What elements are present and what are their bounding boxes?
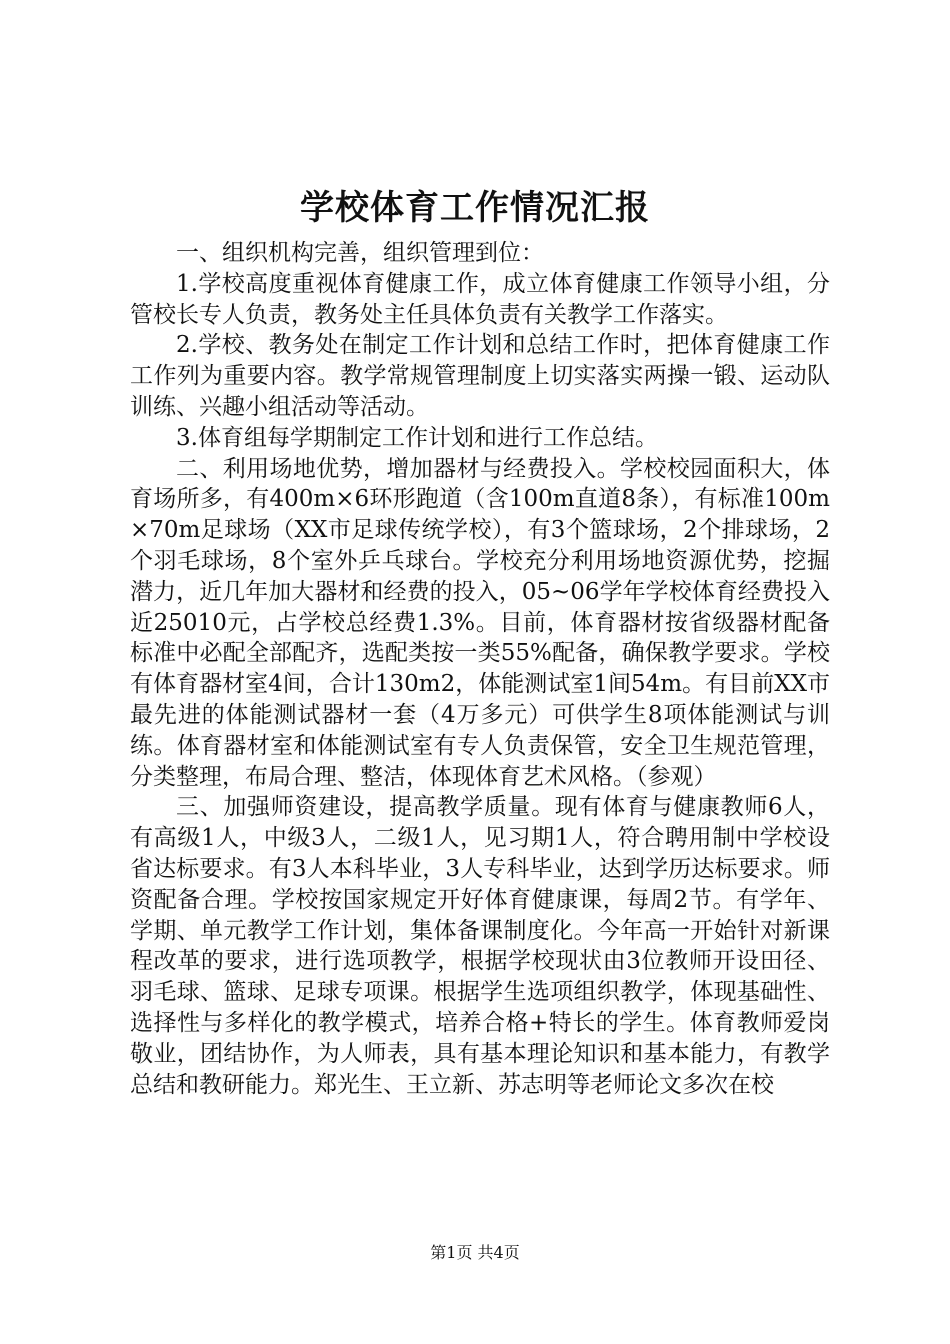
paragraph-item-1: 1.学校高度重视体育健康工作，成立体育健康工作领导小组，分管校长专人负责，教务处主任具体负责有关教学工作落实。 — [130, 270, 830, 328]
paragraph-item-3: 3.体育组每学期制定工作计划和进行工作总结。 — [176, 424, 658, 451]
document-title: 学校体育工作情况汇报 — [300, 188, 650, 228]
document-body — [130, 238, 830, 1100]
paragraph-section-3: 三、加强师资建设，提高教学质量。现有体育与健康教师6人，有高级1人，中级3人，二级1人，见习期1人，符合聘用制中学校设省达标要求。有3人本科毕业，3人专科毕业，达到学历达标要求。师资配备合理。学校按国家规定开好体育健康课，每周2节。有学年、学期、单元教学工作计划，集体备课制度化。今年高一开始针对新课程改革的要求，进行选项教学，根据学校现状由3位教师开设田径、羽毛球、篮球、足球专项课。根据学生选项组织教学，体现基础性、选择性与多样化的教学模式，培养合格+特长的学生。体育教师爱岗敬业，团结协作，为人师表，具有基本理论知识和基本能力，有教学总结和教研能力。郑光生、王立新、苏志明等老师论文多次在校 — [130, 794, 830, 1098]
page-footer: 第1页 共4页 — [430, 1243, 520, 1262]
paragraph-section-1-heading: 一、组织机构完善，组织管理到位： — [176, 240, 544, 266]
paragraph-section-2: 二、利用场地优势，增加器材与经费投入。学校校园面积大，体育场所多，有400m×6环形跑道（含100m直道8条），有标准100m×70m足球场（XX市足球传统学校），有3个篮球场，2个排球场，2个羽毛球场，8个室外乒乓球台。学校充分利用场地资源优势，挖掘潜力，近几年加大器材和经费的投入，05~06学年学校体育经费投入近25010元，占学校总经费1.3%。目前，体育器材按省级器材配备标准中必配全部配齐，选配类按一类55%配备，确保教学要求。学校有体育器材室4间，合计130m2，体能测试室1间54m。有目前XX市最先进的体能测试器材一套（4万多元）可供学生8项体能测试与训练。体育器材室和体能测试室有专人负责保管，安全卫生规范管理，分类整理，布局合理、整洁，体现体育艺术风格。（参观） — [130, 455, 830, 790]
paragraph-item-2: 2.学校、教务处在制定工作计划和总结工作时，把体育健康工作工作列为重要内容。教学常规管理制度上切实落实两操一锻、运动队训练、兴趣小组活动等活动。 — [130, 332, 830, 420]
